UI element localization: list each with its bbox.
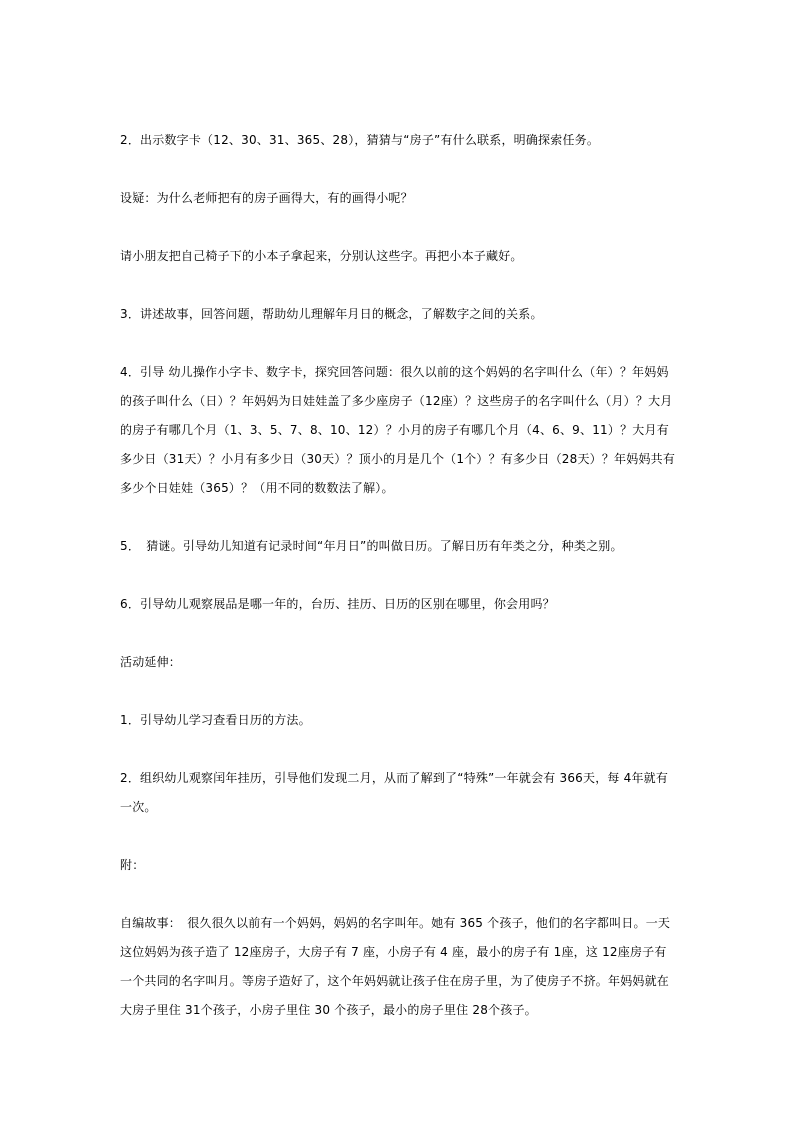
paragraph-step-3: 3．讲述故事，回答问题，帮助幼儿理解年月日的概念，了解数字之间的关系。 bbox=[120, 307, 543, 321]
paragraph-step-5: 5． 猜谜。引导幼儿知道有记录时间“年月日”的叫做日历。了解日历有年类之分，种类之别。 bbox=[120, 539, 623, 553]
paragraph-notebook: 请小朋友把自己椅子下的小本子拿起来，分别认这些字。再把小本子藏好。 bbox=[120, 249, 523, 263]
document-body bbox=[120, 126, 678, 1054]
section-heading-appendix: 附： bbox=[120, 858, 145, 872]
paragraph-step-4: 4．引导 幼儿操作小字卡、数字卡，探究回答问题：很久以前的这个妈妈的名字叫什么（年）？年妈妈的孩子叫什么（日）？年妈妈为日娃娃盖了多少座房子（12座）？这些房子的名字叫什么（月）？大月的房子有哪几个月（1、3、5、7、8、10、12）？小月的房子有哪几个月（4、6、9、11）？大月有多少日（31天）？小月有多少日（30天）？顶小的月是几个（1个）？有多少日（28天）？年妈妈共有多少个日娃娃（365）？（用不同的数数法了解）。 bbox=[120, 365, 676, 495]
paragraph-question: 设疑：为什么老师把有的房子画得大，有的画得小呢？ bbox=[120, 191, 413, 205]
section-heading-extension: 活动延伸： bbox=[120, 655, 182, 669]
paragraph-step-2: 2．出示数字卡（12、30、31、365、28），猜猜与“房子”有什么联系，明确探索任务。 bbox=[120, 133, 600, 147]
paragraph-step-6: 6．引导幼儿观察展品是哪一年的，台历、挂历、日历的区别在哪里，你会用吗？ bbox=[120, 597, 555, 611]
paragraph-extension-1: 1．引导幼儿学习查看日历的方法。 bbox=[120, 713, 311, 727]
paragraph-extension-2: 2．组织幼儿观察闰年挂历，引导他们发现二月，从而了解到了“特殊”一年就会有 366天，每 4年就有一次。 bbox=[120, 771, 669, 814]
paragraph-story: 自编故事： 很久很久以前有一个妈妈，妈妈的名字叫年。她有 365 个孩子，他们的名字都叫日。一天这位妈妈为孩子造了 12座房子，大房子有 7 座，小房子有 4 座，最小的房子有 1座，这 12座房子有一个共同的名字叫月。等房子造好了，这个年妈妈就让孩子住在房子里，为了使房子不挤。年妈妈就在大房子里住 31个孩子，小房子里住 30 个孩子，最小的房子里住 28个孩子。 bbox=[120, 916, 671, 1017]
